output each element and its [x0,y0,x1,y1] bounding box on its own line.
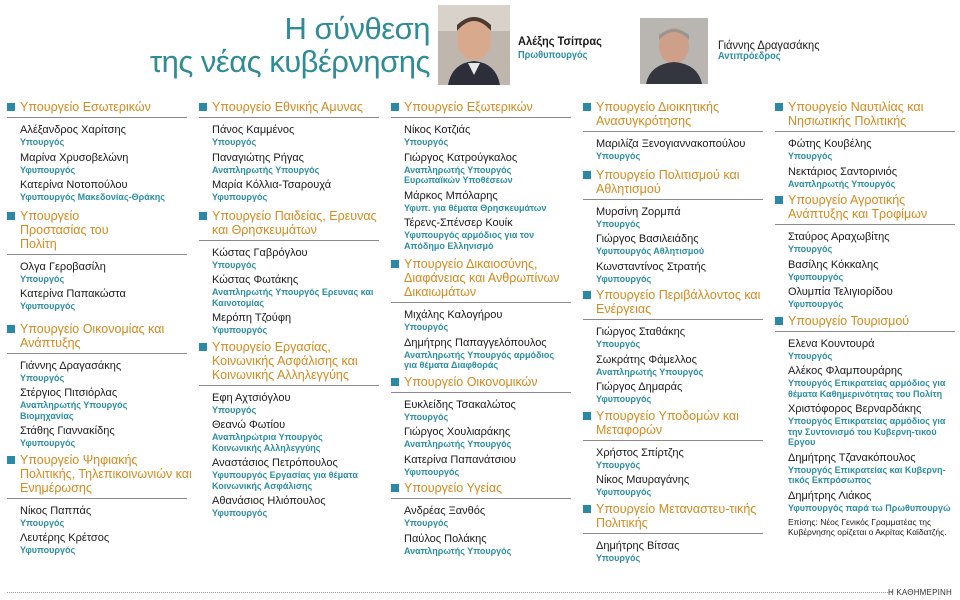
leader-role: Πρωθυπουργός [518,50,588,61]
list-item: Εφη Αχτσιόγλου Υπουργός [212,391,291,415]
ministry-heading: Υπουργείο Μεταναστευ-τικής Πολιτικής [583,502,761,530]
footnote: Επίσης: Νέος Γενικός Γραμματέας της Κυβέρνησης ορίζεται ο Ακρίτας Καϊδατζής. [788,517,947,537]
bullet-square-icon [391,378,399,386]
ministry-heading: Υπουργείο Περιβάλλοντος και Ενέργειας [583,288,771,316]
source-credit: Η ΚΑΘΗΜΕΡΙΝΗ [887,588,952,597]
list-item: Σωκράτης Φάμελλος Αναπληρωτής Υπουργός [596,353,704,377]
page-title [140,12,430,78]
bullet-square-icon [7,456,15,464]
leader-name: Αλέξης Τσίπρας [518,34,602,48]
list-item: Κώστας Φωτάκης Αναπληρωτής Υπουργός Ερευνας και Καινοτομίας [212,274,374,308]
ministry-heading: Υπουργείο Παιδείας, Ερευνας και Θρησκευμάτων [199,209,377,237]
bullet-square-icon [391,103,399,111]
divider [391,302,571,303]
list-item: Αναστάσιος Πετρόπουλος Υφυπουργός Εργασίας για θέματα Κοινωνικής Ασφάλισης [212,457,358,491]
deputy-role: Αντιπρόεδρος [718,51,781,62]
deputy-photo [640,18,708,84]
list-item: Μαρία Κόλλια-Τσαρουχά Υφυπουργός [212,179,332,202]
list-item: Μάρκος Μπόλαρης Υφυπ. για θέματα Θρησκευμάτων [404,189,547,213]
ministry-heading: Υπουργείο Διοικητικής Ανασυγκρότησης [583,100,746,128]
column-2 [199,100,379,523]
list-item: Παναγιώτης Ρήγας Αναπληρωτής Υπουργός [212,151,320,175]
list-item: Ολυμπία Τελιγιορίδου Υφυπουργός [788,286,893,309]
ministry-heading: Υπουργείο Ψηφιακής Πολιτικής, Τηλεπικοινωνιών και Ενημέρωσης [7,453,195,495]
ministry-heading: Υπουργείο Εσωτερικών [7,100,187,114]
list-item: Κατερίνα Νοτοπούλου Υφυπουργός Μακεδονίας-Θράκης [20,179,165,202]
divider [7,117,187,118]
divider [391,498,571,499]
list-item: Δημήτρης Βίτσας Υπουργός [596,539,680,563]
list-item: Γιώργος Δημαράς Υφυπουργός [596,381,683,404]
list-item: Λευτέρης Κρέτσος Υφυπουργός [20,532,110,555]
list-item: Κώστας Γαβρόγλου Υπουργός [212,246,308,270]
list-item: Θεανώ Φωτίου Αναπληρώτρια Υπουργός Κοινωνικής Αλληλεγγύης [212,419,323,453]
column-3 [391,100,571,560]
divider [775,224,955,225]
divider [199,240,379,241]
ministry-heading: Υπουργείο Οικονομικών [391,375,571,389]
list-item: Χριστόφορος Βερναρδάκης Υπουργός Επικρατείας αρμόδιος για την Συντονισμό του Κυβερνη-τικού Εργου [788,403,946,447]
bullet-square-icon [199,212,207,220]
divider [775,131,955,132]
title-line-2: της νέας κυβέρνησης [149,44,430,79]
column-5 [775,100,955,537]
divider [583,199,763,200]
divider [391,117,571,118]
list-item: Σταύρος Αραχωβίτης Υπουργός [788,231,890,254]
divider [7,498,187,499]
ministry-heading: Υπουργείο Υγείας [391,481,571,495]
bullet-square-icon [583,505,591,513]
divider [7,353,187,354]
list-item: Νίκος Παππάς Υπουργός [20,504,92,528]
column-4 [583,100,763,567]
ministry-heading: Υπουργείο Εθνικής Αμυνας [199,100,379,114]
deputy-name: Γιάννης Δραγασάκης [718,38,820,52]
list-item: Μερόπη Τζούφη Υφυπουργός [212,312,292,335]
list-item: Βασίλης Κόκκαλης Υφυπουργός [788,258,879,282]
list-item: Πάνος Καμμένος Υπουργός [212,124,295,147]
list-item: Κωνσταντίνος Στρατής Υφυπουργός [596,260,706,284]
divider [583,131,763,132]
list-item: Στέργιος Πιτσιόρλας Αναπληρωτής Υπουργός Βιομηχανίας [20,387,128,421]
ministry-heading: Υπουργείο Ναυτιλίας και Νησιωτικής Πολιτικής [775,100,948,128]
list-item: Ολγα Γεροβασίλη Υπουργός [20,260,106,284]
list-item: Δημήτρης Λιάκος Υφυπουργός παρά τω Πρωθυπουργώ [788,489,951,513]
bullet-square-icon [775,317,783,325]
list-item: Κατερίνα Παπακώστα Υφυπουργός [20,288,126,311]
list-item: Παύλος Πολάκης Αναπληρωτής Υπουργός [404,532,512,556]
bullet-square-icon [583,291,591,299]
divider [7,254,187,255]
bullet-square-icon [391,484,399,492]
footer-divider [7,592,892,593]
bullet-square-icon [7,212,15,220]
divider [199,385,379,386]
column-1 [7,100,192,560]
divider [583,440,763,441]
list-item: Μαρίνα Χρυσοβελώνη Υφυπουργός [20,151,129,175]
list-item: Μαριλίζα Ξενογιαννακοπούλου Υπουργός [596,138,746,161]
ministry-heading: Υπουργείο Δικαιοσύνης, Διαφάνειας και Ανθρωπίνων Δικαιωμάτων [391,257,584,299]
list-item: Γιώργος Χουλιαράκης Αναπληρωτής Υπουργός [404,426,512,449]
list-item: Νίκος Κοτζιάς Υπουργός [404,124,471,147]
bullet-square-icon [7,325,15,333]
list-item: Ανδρέας Ξανθός Υπουργός [404,505,486,528]
ministry-heading: Υπουργείο Πολιτισμού και Αθλητισμού [583,168,746,196]
list-item: Τέρενς-Σπένσερ Κουίκ Υφυπουργός αρμόδιος για τον Απόδημο Ελληνισμό [404,217,535,251]
list-item: Αλέξανδρος Χαρίτσης Υπουργός [20,124,126,147]
ministry-heading: Υπουργείο Εξωτερικών [391,100,571,114]
list-item: Αλέκος Φλαμπουράρης Υπουργός Επικρατείας αρμόδιος για θέματα Καθημερινότητας του Πολίτη [788,365,946,399]
list-item: Μυρσίνη Ζορμπά Υπουργός [596,205,681,229]
bullet-square-icon [199,343,207,351]
divider [391,392,571,393]
divider [583,319,763,320]
list-item: Γιώργος Κατρούγκαλος Αναπληρωτής Υπουργός Ευρωπαϊκών Υποθέσεων [404,151,518,185]
bullet-square-icon [775,103,783,111]
list-item: Χρήστος Σπίρτζης Υπουργός [596,446,684,470]
title-line-1: Η σύνθεση [284,11,430,46]
list-item: Ευκλείδης Τσακαλώτος Υπουργός [404,398,516,422]
list-item: Μιχάλης Καλογήρου Υπουργός [404,309,503,332]
list-item: Νίκος Μαυραγάνης Υφυπουργός [596,474,690,497]
list-item: Κατερίνα Παπανάτσιου Υφυπουργός [404,453,516,477]
ministry-heading: Υπουργείο Προστασίας του Πολίτη [7,209,145,251]
leader-photo [438,5,510,85]
bullet-square-icon [583,412,591,420]
list-item: Στάθης Γιαννακίδης Υφυπουργός [20,425,115,448]
ministry-heading: Υπουργείο Οικονομίας και Ανάπτυξης [7,322,170,350]
bullet-square-icon [199,103,207,111]
ministry-heading: Υπουργείο Αγροτικής Ανάπτυξης και Τροφίμων [775,193,958,221]
list-item: Γιώργος Σταθάκης Υπουργός [596,326,686,349]
list-item: Αθανάσιος Ηλιόπουλος Υφυπουργός [212,495,326,518]
list-item: Φώτης Κουβέλης Υπουργός [788,138,872,161]
bullet-square-icon [391,260,399,268]
list-item: Γιάννης Δραγασάκης Υπουργός [20,359,122,383]
ministry-heading: Υπουργείο Τουρισμού [775,314,955,328]
divider [775,331,955,332]
list-item: Δημήτρης Τζανακόπουλος Υπουργός Επικρατείας και Κυβερνη-τικός Εκπρόσωπος [788,451,946,485]
bullet-square-icon [583,171,591,179]
list-item: Νεκτάριος Σαντορινιός Αναπληρωτής Υπουργός [788,165,898,189]
bullet-square-icon [583,103,591,111]
ministry-heading: Υπουργείο Υποδομών και Μεταφορών [583,409,746,437]
divider [583,533,763,534]
list-item: Γιώργος Βασιλειάδης Υφυπουργός Αθλητισμού [596,233,705,256]
bullet-square-icon [775,196,783,204]
bullet-square-icon [7,103,15,111]
divider [199,117,379,118]
ministry-heading: Υπουργείο Εργασίας, Κοινωνικής Ασφάλισης και Κοινωνικής Αλληλεγγύης [199,340,387,382]
header [0,0,960,100]
list-item: Ελενα Κουντουρά Υπουργός [788,337,875,361]
list-item: Δημήτρης Παπαγγελόπουλος Αναπληρωτής Υπουργός αρμόδιος για θέματα Διαφθοράς [404,336,555,370]
